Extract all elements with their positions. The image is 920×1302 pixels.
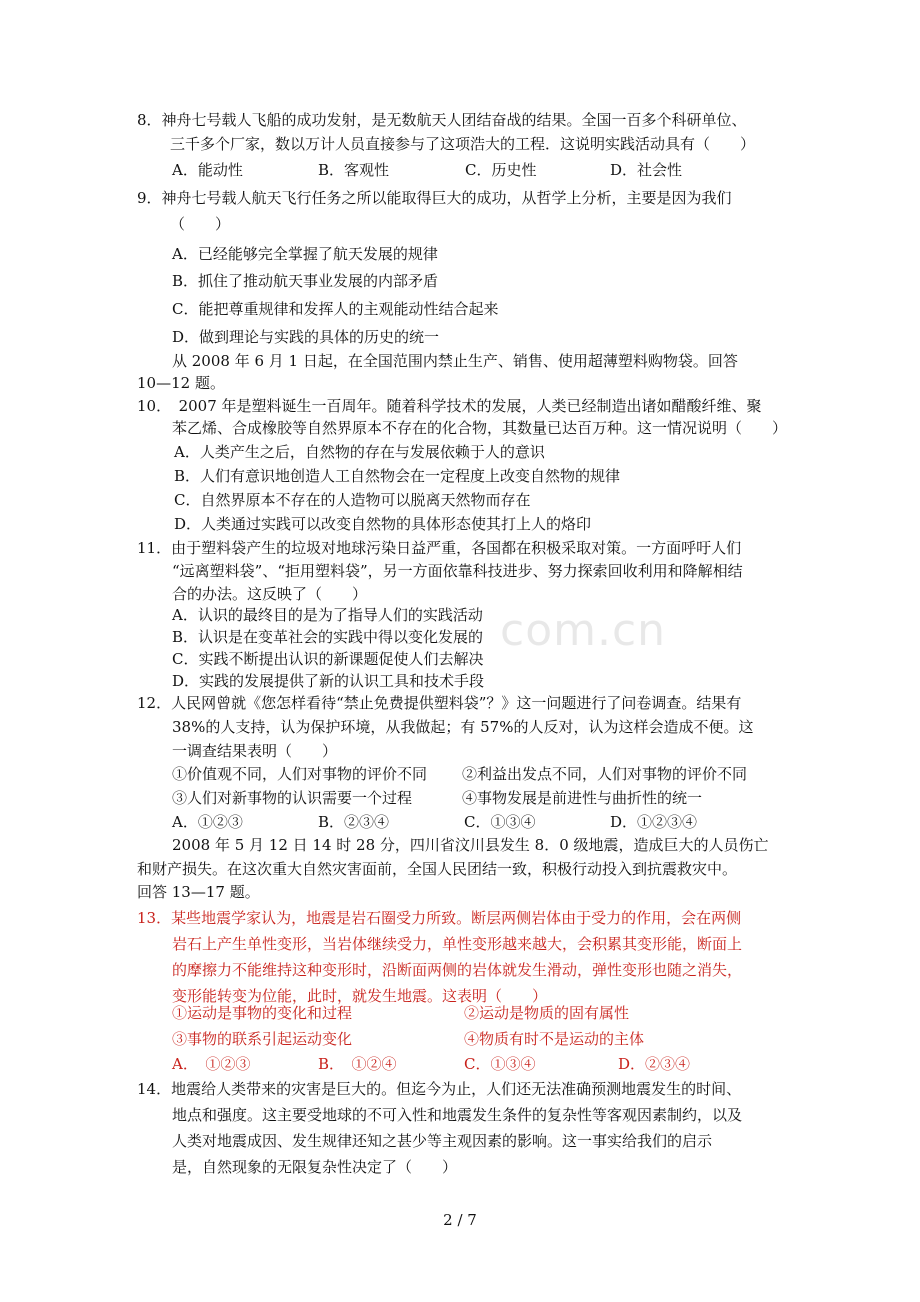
intro-1-line-2: 10—12 题。 bbox=[137, 374, 225, 392]
q11-line-1: 11．由于塑料袋产生的垃圾对地球污染日益严重，各国都在积极采取对策。一方面呼吁人们 bbox=[137, 539, 742, 557]
q13-option-b: B． ①②④ bbox=[318, 1055, 397, 1073]
q8-line-1: 8．神舟七号载人飞船的成功发射，是无数航天人团结奋战的结果。全国一百多个科研单位、 bbox=[137, 111, 747, 129]
q13-line-2: 岩石上产生单性变形，当岩体继续受力，单性变形越来越大，会积累其变形能，断面上 bbox=[172, 935, 743, 953]
q13-line-1: 13．某些地震学家认为，地震是岩石圈受力所致。断层两侧岩体由于受力的作用，会在两侧 bbox=[137, 909, 742, 927]
intro-1-line-1: 从 2008 年 6 月 1 日起，在全国范围内禁止生产、销售、使用超薄塑料购物袋。回答 bbox=[172, 352, 738, 370]
q11-option-d: D．实践的发展提供了新的认识工具和技术手段 bbox=[172, 672, 485, 690]
q8-line-2: 三千多个厂家，数以万计人员直接参与了这项浩大的工程．这说明实践活动具有（ ） bbox=[170, 135, 756, 153]
q12-statement-4: ④事物发展是前进性与曲折性的统一 bbox=[462, 789, 703, 807]
q13-statement-4: ④物质有时不是运动的主体 bbox=[464, 1030, 645, 1048]
q12-statement-3: ③人们对新事物的认识需要一个过程 bbox=[172, 789, 413, 807]
q9-line-2: （ ） bbox=[170, 215, 231, 233]
q9-line-1: 9．神舟七号载人航天飞行任务之所以能取得巨大的成功，从哲学上分析，主要是因为我们 bbox=[137, 189, 732, 207]
q13-statement-1: ①运动是事物的变化和过程 bbox=[172, 1004, 353, 1022]
q12-option-b: B．②③④ bbox=[318, 813, 390, 831]
q13-statement-2: ②运动是物质的固有属性 bbox=[464, 1004, 630, 1022]
q13-option-c: C．①③④ bbox=[464, 1055, 536, 1073]
q13-line-3: 的摩擦力不能维持这种变形时，沿断面两侧的岩体就发生滑动，弹性变形也随之消失， bbox=[172, 961, 743, 979]
watermark: com.cn bbox=[500, 605, 667, 656]
q9-option-c: C．能把尊重规律和发挥人的主观能动性结合起来 bbox=[172, 300, 499, 318]
q10-option-c: C．自然界原本不存在的人造物可以脱离天然物而存在 bbox=[174, 491, 531, 509]
q10-line-2: 苯乙烯、合成橡胶等自然界原本不存在的化合物，其数量已达百万种。这一情况说明（ ） bbox=[172, 419, 788, 437]
q10-option-a: A．人类产生之后，自然物的存在与发展依赖于人的意识 bbox=[174, 443, 545, 461]
q14-line-1: 14．地震给人类带来的灾害是巨大的。但迄今为止，人们还无法准确预测地震发生的时间、 bbox=[137, 1080, 742, 1098]
q14-line-3: 人类对地震成因、发生规律还知之甚少等主观因素的影响。这一事实给我们的启示 bbox=[172, 1132, 713, 1150]
q10-option-d: D．人类通过实践可以改变自然物的具体形态使其打上人的烙印 bbox=[174, 515, 592, 533]
q9-option-a: A．已经能够完全掌握了航天发展的规律 bbox=[172, 245, 438, 263]
q9-option-d: D．做到理论与实践的具体的历史的统一 bbox=[172, 328, 440, 346]
page-number: 2 / 7 bbox=[443, 1211, 477, 1229]
q10-option-b: B．人们有意识地创造人工自然物会在一定程度上改变自然物的规律 bbox=[174, 467, 621, 485]
q13-line-4: 变形能转变为位能，此时，就发生地震。这表明（ ） bbox=[172, 987, 548, 1005]
intro-2-line-1: 2008 年 5 月 12 日 14 时 28 分，四川省汶川县发生 8．0 级地震，造成巨大的人员伤亡 bbox=[172, 836, 769, 854]
q9-option-b: B．抓住了推动航天事业发展的内部矛盾 bbox=[172, 272, 439, 290]
q11-option-a: A．认识的最终目的是为了指导人们的实践活动 bbox=[172, 606, 483, 624]
q10-line-1: 10． 2007 年是塑料诞生一百周年。随着科学技术的发展，人类已经制造出诸如醋酸纤维、聚 bbox=[137, 397, 762, 415]
intro-2-line-3: 回答 13—17 题。 bbox=[137, 883, 260, 901]
q8-option-d: D．社会性 bbox=[610, 161, 683, 179]
q8-option-b: B．客观性 bbox=[318, 161, 390, 179]
q12-line-1: 12．人民网曾就《您怎样看待“禁止免费提供塑料袋”？》这一问题进行了问卷调查。结果有 bbox=[137, 694, 742, 712]
intro-2-line-2: 和财产损失。在这次重大自然灾害面前，全国人民团结一致，积极行动投入到抗震救灾中。 bbox=[137, 860, 738, 878]
q14-line-2: 地点和强度。这主要受地球的不可入性和地震发生条件的复杂性等客观因素制约，以及 bbox=[172, 1106, 743, 1124]
q8-option-c: C．历史性 bbox=[465, 161, 537, 179]
q11-line-2: “远离塑料袋”、“拒用塑料袋”，另一方面依靠科技进步、努力探索回收利用和降解相结 bbox=[172, 562, 743, 580]
q13-option-a: A． ①②③ bbox=[172, 1055, 251, 1073]
q12-statement-1: ①价值观不同，人们对事物的评价不同 bbox=[172, 765, 428, 783]
q11-option-b: B．认识是在变革社会的实践中得以变化发展的 bbox=[172, 628, 484, 646]
q14-line-4: 是，自然现象的无限复杂性决定了（ ） bbox=[172, 1158, 458, 1176]
q12-option-c: C．①③④ bbox=[464, 813, 536, 831]
q12-line-2: 38%的人支持，认为保护环境，从我做起；有 57%的人反对，认为这样会造成不便。这 bbox=[172, 718, 754, 736]
q12-statement-2: ②利益出发点不同，人们对事物的评价不同 bbox=[462, 765, 748, 783]
q13-option-d: D．②③④ bbox=[618, 1055, 691, 1073]
q11-option-c: C．实践不断提出认识的新课题促使人们去解决 bbox=[172, 650, 484, 668]
q12-line-3: 一调查结果表明（ ） bbox=[172, 742, 338, 760]
q8-option-a: A．能动性 bbox=[172, 161, 243, 179]
q12-option-a: A．①②③ bbox=[172, 813, 243, 831]
q13-statement-3: ③事物的联系引起运动变化 bbox=[172, 1030, 353, 1048]
q12-option-d: D．①②③④ bbox=[610, 813, 698, 831]
q11-line-3: 合的办法。这反映了（ ） bbox=[172, 585, 368, 603]
